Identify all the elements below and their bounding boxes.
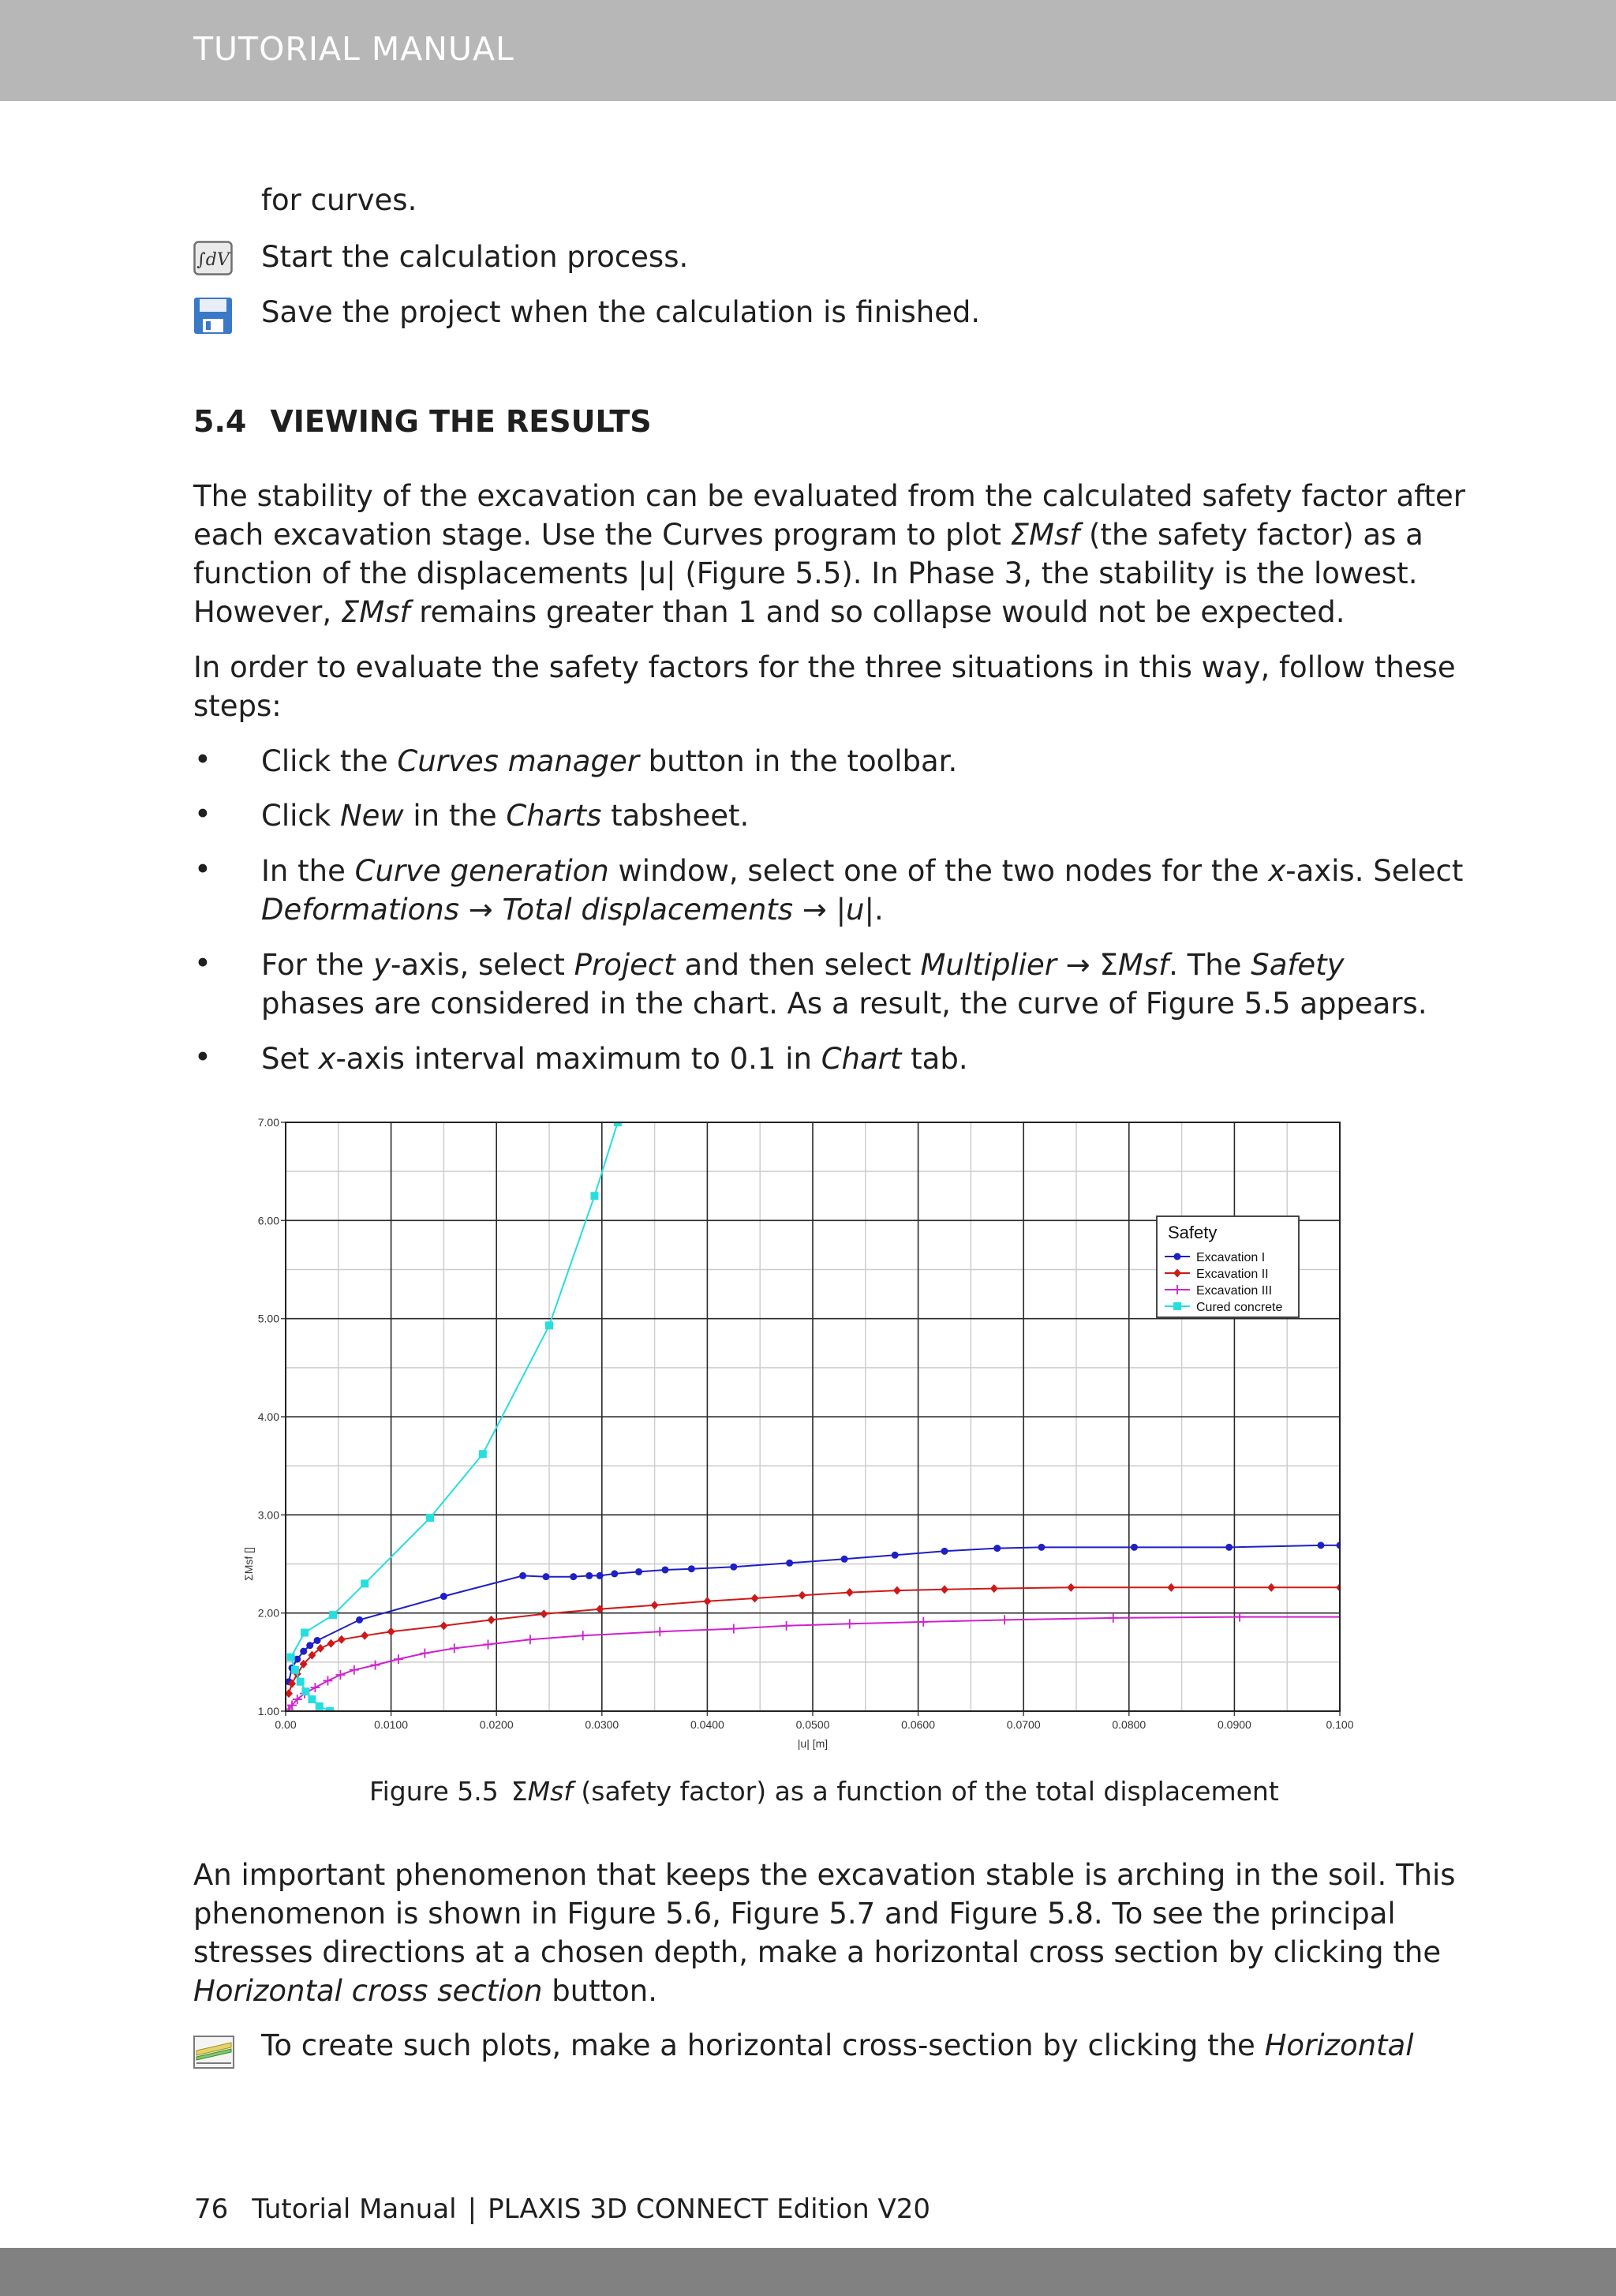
bullet-1: Click the Curves manager button in the toolbar. bbox=[261, 744, 958, 778]
calculate-icon bbox=[193, 241, 233, 275]
para3-line3: stresses directions at a chosen depth, make a horizontal cross section by clicking the bbox=[193, 1935, 1442, 1969]
point-circle bbox=[314, 1637, 321, 1644]
figure-caption: Figure 5.5 ΣMsf (safety factor) as a function of the total displacement bbox=[369, 1776, 1279, 1807]
point-circle bbox=[941, 1548, 948, 1555]
safety-factor-chart bbox=[237, 1109, 1357, 1760]
point-circle bbox=[356, 1616, 363, 1624]
text-save-project: Save the project when the calculation is finished. bbox=[261, 295, 981, 329]
point-square bbox=[316, 1702, 324, 1710]
point-square bbox=[287, 1654, 295, 1661]
point-square bbox=[301, 1629, 309, 1637]
x-tick-label: 0.0200 bbox=[479, 1718, 514, 1731]
y-tick-label: 2.00 bbox=[257, 1606, 279, 1620]
point-circle bbox=[661, 1566, 668, 1573]
point-circle bbox=[1225, 1544, 1233, 1551]
point-circle bbox=[1174, 1253, 1181, 1260]
page-header bbox=[0, 0, 1616, 101]
point-circle bbox=[1131, 1544, 1138, 1551]
x-tick-label: 0.0400 bbox=[690, 1718, 724, 1731]
point-circle bbox=[519, 1572, 526, 1579]
x-axis-label: |u| [m] bbox=[797, 1737, 829, 1750]
point-circle bbox=[786, 1560, 793, 1567]
y-tick-label: 7.00 bbox=[257, 1116, 279, 1129]
point-circle bbox=[688, 1565, 695, 1572]
x-tick-label: 0.0500 bbox=[795, 1718, 830, 1731]
point-circle bbox=[306, 1642, 313, 1649]
footer-product: PLAXIS 3D CONNECT Edition V20 bbox=[488, 2193, 931, 2225]
y-tick-label: 5.00 bbox=[257, 1312, 279, 1325]
para1-line4: However, ΣMsf remains greater than 1 and so collapse would not be expected. bbox=[193, 595, 1345, 629]
point-circle bbox=[585, 1572, 593, 1579]
point-circle bbox=[440, 1593, 447, 1600]
x-tick-label: 0.0100 bbox=[374, 1718, 409, 1731]
bullet-3-line1: In the Curve generation window, select one of the two nodes for the x-axis. Select bbox=[261, 854, 1464, 888]
legend-entry: Excavation III bbox=[1196, 1284, 1273, 1298]
legend-title: Safety bbox=[1168, 1223, 1218, 1242]
section-number: 5.4 bbox=[193, 404, 247, 439]
point-square bbox=[590, 1192, 598, 1200]
y-axis-label: ΣMsf [] bbox=[242, 1547, 255, 1581]
x-tick-label: 0.100 bbox=[1326, 1718, 1354, 1731]
point-circle bbox=[993, 1545, 1001, 1552]
section-title: VIEWING THE RESULTS bbox=[270, 404, 652, 439]
chart-legend bbox=[1157, 1216, 1299, 1317]
msf-symbol: ΣMsf bbox=[1010, 518, 1080, 552]
point-square bbox=[361, 1579, 368, 1587]
section-heading bbox=[193, 404, 652, 439]
footer-doc: Tutorial Manual bbox=[252, 2193, 457, 2225]
point-circle bbox=[635, 1568, 642, 1575]
y-tick-label: 6.00 bbox=[257, 1214, 279, 1227]
point-circle bbox=[841, 1556, 848, 1563]
x-tick-label: 0.0300 bbox=[585, 1718, 619, 1731]
point-square bbox=[479, 1450, 487, 1458]
horizontal-cross-section-icon bbox=[193, 2035, 233, 2069]
floppy-save-icon bbox=[193, 297, 233, 331]
point-square bbox=[329, 1611, 337, 1619]
para1-line1: The stability of the excavation can be evaluated from the calculated safety factor after bbox=[193, 479, 1466, 513]
x-tick-label: 0.00 bbox=[275, 1718, 297, 1731]
point-circle bbox=[597, 1572, 604, 1579]
y-tick-label: 3.00 bbox=[257, 1508, 279, 1522]
text-for-curves: for curves. bbox=[261, 183, 417, 217]
point-circle bbox=[570, 1573, 577, 1580]
msf-symbol: ΣMsf bbox=[340, 595, 410, 629]
point-square bbox=[545, 1321, 553, 1329]
header-title: TUTORIAL MANUAL bbox=[193, 30, 514, 68]
x-tick-label: 0.0700 bbox=[1006, 1718, 1041, 1731]
para1-line2: each excavation stage. Use the Curves program to plot ΣMsf (the safety factor) as a bbox=[193, 518, 1423, 552]
bullet-4-line1: For the y-axis, select Project and then select Multiplier → ΣMsf. The Safety bbox=[261, 948, 1345, 982]
para3-line2: phenomenon is shown in Figure 5.6, Figure 5.7 and Figure 5.8. To see the principal bbox=[193, 1897, 1396, 1931]
footer-bar bbox=[0, 2248, 1616, 2296]
bullet-marker: • bbox=[194, 743, 211, 777]
legend-entry: Cured concrete bbox=[1196, 1301, 1283, 1314]
point-circle bbox=[730, 1564, 737, 1571]
point-circle bbox=[611, 1570, 618, 1577]
point-square bbox=[426, 1514, 434, 1522]
point-circle bbox=[542, 1573, 549, 1580]
bullet-marker: • bbox=[194, 1040, 211, 1074]
para2-line2: steps: bbox=[193, 689, 282, 723]
point-square bbox=[291, 1666, 299, 1674]
x-tick-label: 0.0900 bbox=[1217, 1718, 1251, 1731]
para3-line1: An important phenomenon that keeps the excavation stable is arching in the soil. This bbox=[193, 1858, 1456, 1892]
y-tick-label: 4.00 bbox=[257, 1410, 279, 1423]
point-square bbox=[308, 1695, 316, 1703]
svg-text:∫dV: ∫dV bbox=[196, 250, 230, 270]
last-line: To create such plots, make a horizontal cross-section by clicking the Horizontal bbox=[261, 2028, 1414, 2062]
text-start-calculation: Start the calculation process. bbox=[261, 240, 689, 274]
point-square bbox=[297, 1678, 305, 1686]
page-number: 76 bbox=[194, 2193, 229, 2225]
bullet-3-line2: Deformations → Total displacements → |u|. bbox=[261, 893, 884, 927]
point-circle bbox=[892, 1552, 899, 1559]
point-square bbox=[301, 1687, 309, 1695]
bullet-marker: • bbox=[194, 797, 211, 831]
point-circle bbox=[1317, 1541, 1324, 1549]
bullet-4-line2: phases are considered in the chart. As a result, the curve of Figure 5.5 appears. bbox=[261, 987, 1427, 1021]
legend-entry: Excavation II bbox=[1196, 1268, 1269, 1281]
bullet-marker: • bbox=[194, 852, 211, 886]
bullet-marker: • bbox=[194, 946, 211, 980]
y-tick-label: 1.00 bbox=[257, 1705, 279, 1717]
para1-line3: function of the displacements |u| (Figure 5.5). In Phase 3, the stability is the lowest. bbox=[193, 556, 1418, 590]
para3-line4: Horizontal cross section button. bbox=[193, 1974, 658, 2008]
bullet-5: Set x-axis interval maximum to 0.1 in Chart tab. bbox=[261, 1042, 968, 1076]
point-square bbox=[1173, 1302, 1181, 1310]
legend-entry: Excavation I bbox=[1196, 1251, 1266, 1264]
x-tick-label: 0.0600 bbox=[901, 1718, 936, 1731]
page-footer: 76 Tutorial Manual | PLAXIS 3D CONNECT Edition V20 bbox=[194, 2193, 931, 2225]
point-circle bbox=[1038, 1544, 1045, 1551]
para2-line1: In order to evaluate the safety factors for the three situations in this way, follow these bbox=[193, 650, 1456, 684]
x-tick-label: 0.0800 bbox=[1112, 1718, 1147, 1731]
bullet-2: Click New in the Charts tabsheet. bbox=[261, 799, 750, 833]
point-circle bbox=[300, 1648, 307, 1655]
